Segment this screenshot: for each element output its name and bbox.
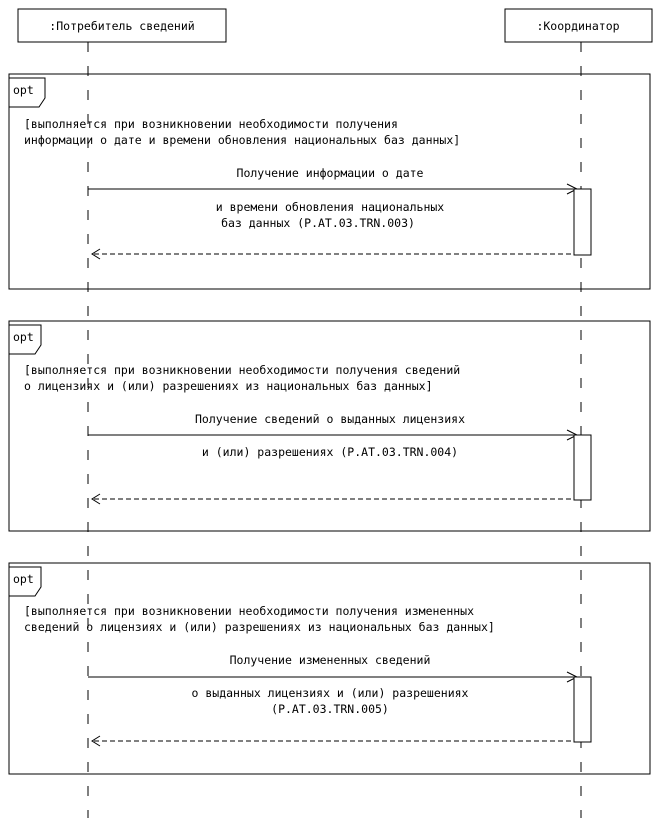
message-label-line: Получение измененных сведений xyxy=(229,653,431,667)
message-label-line: баз данных (P.AT.03.TRN.003) xyxy=(221,216,415,230)
participant-consumer-label: :Потребитель сведений xyxy=(49,19,195,33)
participant-coordinator xyxy=(505,9,652,42)
message-label-line: и времени обновления национальных xyxy=(215,200,445,214)
fragment-operator: opt xyxy=(13,330,34,344)
fragment-guard-line: [выполняется при возникновении необходимости получения xyxy=(24,117,398,131)
message-label-line: о выданных лицензиях и (или) разрешениях xyxy=(191,686,469,700)
message-label-line: Получение информации о дате xyxy=(236,166,424,180)
fragment-operator: opt xyxy=(13,83,34,97)
fragment-opt-1 xyxy=(9,74,650,289)
fragment-guard-line: информации о дате и времени обновления национальных баз данных] xyxy=(24,133,461,147)
fragment-guard-line: о лицензиях и (или) разрешениях из национальных баз данных] xyxy=(24,379,433,393)
fragment-operator: opt xyxy=(13,572,34,586)
activation-bar xyxy=(574,677,591,742)
fragment-opt-2 xyxy=(9,321,650,531)
activation-bar xyxy=(574,189,591,255)
participant-coordinator-label: :Координатор xyxy=(536,19,620,33)
fragment-opt-3 xyxy=(9,563,650,774)
message-label-line: (P.AT.03.TRN.005) xyxy=(271,702,389,716)
message-label-line: и (или) разрешениях (P.AT.03.TRN.004) xyxy=(201,445,459,459)
fragment-guard-line: [выполняется при возникновении необходимости получения сведений xyxy=(24,363,461,377)
activation-bar xyxy=(574,435,591,500)
message-label-line: Получение сведений о выданных лицензиях xyxy=(194,412,466,426)
fragment-guard-line: [выполняется при возникновении необходимости получения измененных xyxy=(24,604,475,618)
fragment-guard-line: сведений о лицензиях и (или) разрешениях из национальных баз данных] xyxy=(24,620,495,634)
participant-consumer xyxy=(18,9,226,42)
